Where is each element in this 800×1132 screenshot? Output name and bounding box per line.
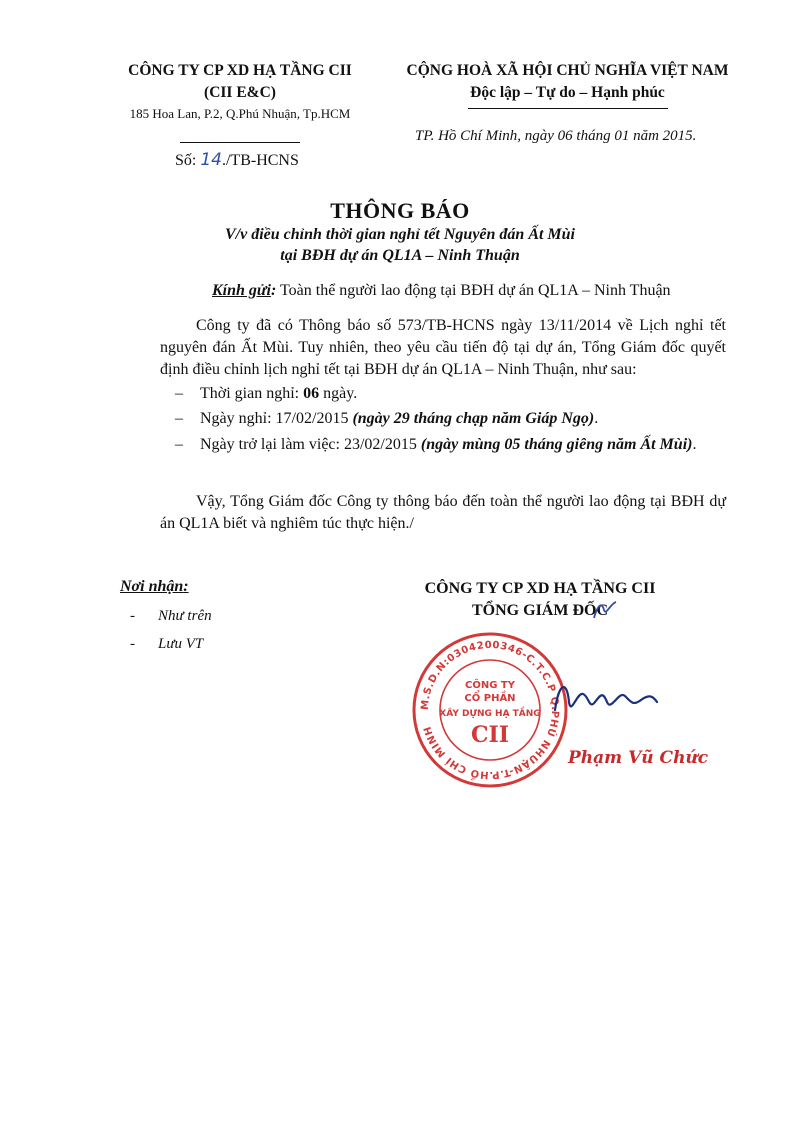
document-subtitle-line-2: tại BĐH dự án QL1A – Ninh Thuận — [280, 247, 520, 264]
list-dash: – — [175, 410, 183, 427]
initial-mark-icon — [590, 598, 620, 622]
title-block — [100, 198, 700, 266]
recipients-label: Nơi nhận: — [120, 578, 189, 595]
list-item-text: Ngày nghỉ: 17/02/2015 (ngày 29 tháng chạp năm Giáp Ngọ). — [200, 410, 599, 427]
recipient-text: Toàn thể người lao động tại BĐH dự án QL1A – Ninh Thuận — [276, 282, 671, 299]
issuer-abbreviation: (CII E&C) — [204, 84, 276, 101]
issuer-company: CÔNG TY CP XD HẠ TẦNG CII — [128, 62, 352, 79]
document-number-value: 14 — [200, 150, 222, 170]
issuer-divider — [180, 142, 300, 143]
motto-divider — [468, 108, 668, 109]
recipient-line — [212, 282, 671, 300]
seal-line-2: CỔ PHẦN — [464, 693, 516, 704]
seal-line-1: CÔNG TY — [465, 680, 515, 691]
recipient-colon: : — [270, 282, 277, 299]
nation-name: CỘNG HOÀ XÃ HỘI CHỦ NGHĨA VIỆT NAM — [406, 62, 729, 79]
document-date: TP. Hồ Chí Minh, ngày 06 tháng 01 năm 2015. — [415, 128, 697, 144]
signature-block — [380, 578, 700, 622]
handwritten-signature-icon — [545, 672, 665, 722]
document-number-prefix: Số: — [175, 152, 197, 169]
signer-name: Phạm Vũ Chức — [568, 748, 709, 768]
seal-ring-text: M.S.D.N:0304200346-C.T.C.P Q.PHÚ NHUẬN-T.P.HỒ CHÍ MINH — [419, 639, 561, 781]
national-header — [380, 60, 755, 109]
document-title: THÔNG BÁO — [330, 198, 470, 223]
document-number-suffix: ./TB-HCNS — [221, 152, 299, 169]
seal-line-4: CII — [470, 722, 510, 748]
national-motto: Độc lập – Tự do – Hạnh phúc — [470, 84, 665, 101]
issuer-header — [100, 60, 380, 143]
body-paragraph-2: Vậy, Tổng Giám đốc Công ty thông báo đến toàn thể người lao động tại BĐH dự án QL1A biết và nghiêm túc thực hiện./ — [160, 493, 726, 532]
body-paragraph-1: Công ty đã có Thông báo số 573/TB-HCNS ngày 13/11/2014 về Lịch nghỉ tết nguyên đán Ất Mùi. Tuy nhiên, theo yêu cầu tiến độ tại dự án, Tổng Giám đốc quyết định điều chỉnh lịch nghỉ tết tại BĐH dự án QL1A – Ninh Thuận, như sau: — [160, 317, 726, 378]
list-item-text: Thời gian nghỉ: 06 ngày. — [200, 385, 358, 402]
seal-line-3: XÂY DỰNG HẠ TẦNG — [439, 709, 541, 719]
list-item-text: Ngày trở lại làm việc: 23/02/2015 (ngày mùng 05 tháng giêng năm Ất Mùi). — [200, 436, 697, 453]
issuer-address: 185 Hoa Lan, P.2, Q.Phú Nhuận, Tp.HCM — [129, 106, 351, 121]
recipient-label: Kính gửi — [212, 282, 271, 299]
document-subtitle-line-1: V/v điều chỉnh thời gian nghỉ tết Nguyên đán Ất Mùi — [225, 226, 575, 243]
list-dash: – — [175, 436, 183, 453]
document-number — [175, 150, 299, 170]
list-dash: – — [175, 385, 183, 402]
signer-company: CÔNG TY CP XD HẠ TẦNG CII — [424, 580, 656, 597]
recipients-item: - Lưu VT — [130, 636, 204, 652]
signer-title: TỔNG GIÁM ĐỐC — [472, 602, 608, 619]
recipients-item: - Như trên — [130, 608, 212, 624]
